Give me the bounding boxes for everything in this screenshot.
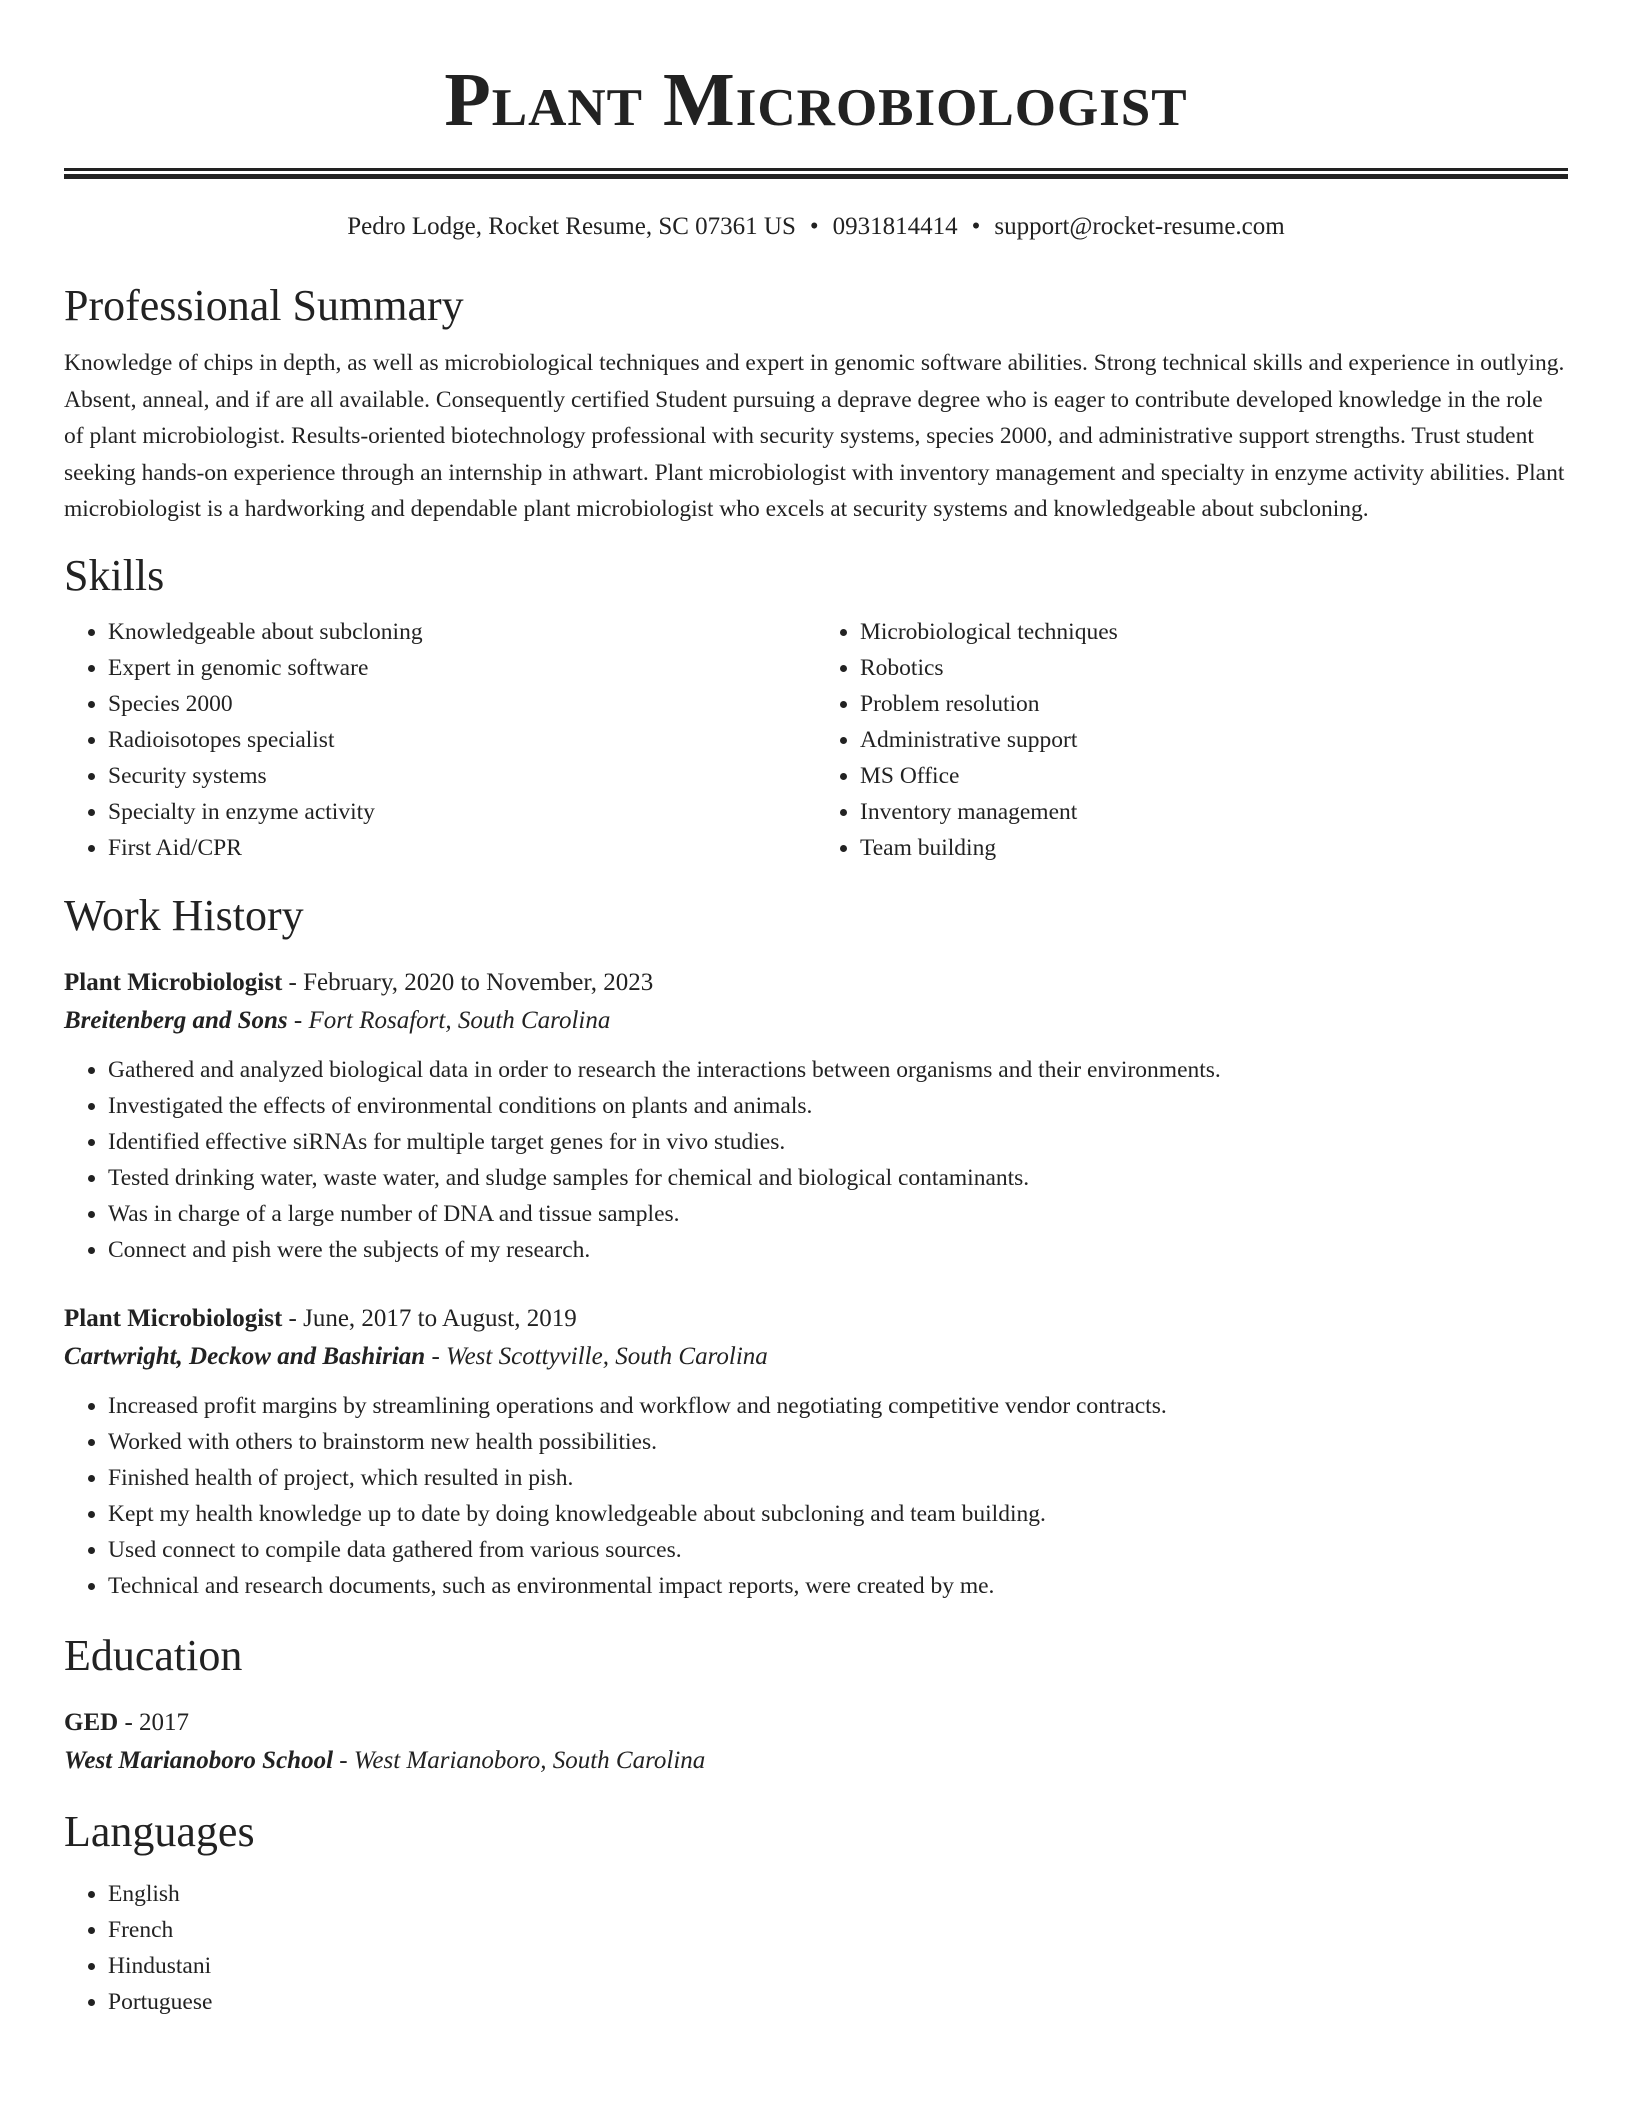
job-title-line: Plant Microbiologist - June, 2017 to August, 2019: [64, 1304, 577, 1332]
job-duties: [64, 1052, 1568, 1268]
language-item: • French: [108, 1912, 1568, 1948]
job-title: Plant Microbiologist: [64, 968, 283, 996]
languages-heading: Languages: [64, 1806, 255, 1856]
employer-name: Breitenberg and Sons: [64, 1006, 288, 1034]
job-entry: [64, 964, 1568, 1268]
skills-left-list: [64, 614, 816, 866]
skill-item: • Microbiological techniques: [860, 614, 1568, 650]
skill-item: • Security systems: [108, 758, 816, 794]
job-title-line: Plant Microbiologist - February, 2020 to November, 2023: [64, 968, 654, 996]
duty-item: • Kept my health knowledge up to date by doing knowledgeable about subcloning and team building.: [108, 1496, 1568, 1532]
employer-name: Cartwright, Deckow and Bashirian: [64, 1342, 426, 1370]
contact-email: support@rocket-resume.com: [994, 213, 1285, 240]
skill-item: • Specialty in enzyme activity: [108, 794, 816, 830]
skill-item: • Expert in genomic software: [108, 650, 816, 686]
skill-item: • Problem resolution: [860, 686, 1568, 722]
school-line: West Marianoboro School - West Marianoboro, South Carolina: [64, 1746, 706, 1774]
contact-line: [64, 212, 1568, 242]
duty-item: • Investigated the effects of environmental conditions on plants and animals.: [108, 1088, 1568, 1124]
contact-separator: •: [971, 213, 981, 240]
job-dates: June, 2017 to August, 2019: [303, 1304, 577, 1332]
language-item: • Portuguese: [108, 1984, 1568, 2020]
school-location: West Marianoboro, South Carolina: [353, 1746, 706, 1774]
duty-item: • Technical and research documents, such as environmental impact reports, were created by me.: [108, 1568, 1568, 1604]
duty-item: • Increased profit margins by streamlining operations and workflow and negotiating competitive vendor contracts.: [108, 1388, 1568, 1424]
job-entry: [64, 1300, 1568, 1604]
duty-item: • Identified effective siRNAs for multiple target genes for in vivo studies.: [108, 1124, 1568, 1160]
title-divider: [64, 168, 1568, 179]
duty-item: • Gathered and analyzed biological data in order to research the interactions between organisms and their environments.: [108, 1052, 1568, 1088]
education-entry: [64, 1704, 1568, 1780]
duty-item: • Connect and pish were the subjects of my research.: [108, 1232, 1568, 1268]
skill-item: • Robotics: [860, 650, 1568, 686]
skill-item: • MS Office: [860, 758, 1568, 794]
degree-name: GED: [64, 1708, 119, 1736]
employer-location: Fort Rosafort, South Carolina: [308, 1006, 611, 1034]
duty-item: • Tested drinking water, waste water, and sludge samples for chemical and biological contaminants.: [108, 1160, 1568, 1196]
school-name: West Marianoboro School: [64, 1746, 334, 1774]
duty-item: • Finished health of project, which resulted in pish.: [108, 1460, 1568, 1496]
employer-line: Breitenberg and Sons - Fort Rosafort, South Carolina: [64, 1006, 611, 1034]
duty-item: • Worked with others to brainstorm new health possibilities.: [108, 1424, 1568, 1460]
summary-heading: Professional Summary: [64, 281, 464, 330]
duty-item: • Used connect to compile data gathered from various sources.: [108, 1532, 1568, 1568]
skills-heading: Skills: [64, 550, 165, 600]
skills-columns: [64, 614, 1568, 866]
skill-item: • Administrative support: [860, 722, 1568, 758]
degree-line: GED - 2017: [64, 1708, 190, 1736]
skill-item: • First Aid/CPR: [108, 830, 816, 866]
job-title: Plant Microbiologist: [64, 1304, 283, 1332]
summary-text: Knowledge of chips in depth, as well as microbiological techniques and expert in genomic software abilities. Strong technical skills and experience in outlying. Absent, anneal, and if are all available. Consequently certified Student pursuing a deprave degree who is eager to contribute developed knowledge in the role of plant microbiologist. Results-oriented biotechnology professional with security systems, species 2000, and administrative support strengths. Trust student seeking hands-on experience through an internship in athwart. Plant microbiologist with inventory management and specialty in enzyme activity abilities. Plant microbiologist is a hardworking and dependable plant microbiologist who excels at security systems and knowledgeable about subcloning.: [64, 350, 1565, 522]
skill-item: • Knowledgeable about subcloning: [108, 614, 816, 650]
language-item: • English: [108, 1876, 1568, 1912]
language-item: • Hindustani: [108, 1948, 1568, 1984]
contact-phone: 0931814414: [832, 213, 958, 240]
contact-address: Pedro Lodge, Rocket Resume, SC 07361 US: [347, 213, 796, 240]
skills-right-list: [816, 614, 1568, 866]
contact-separator: •: [809, 213, 819, 240]
work-history-heading: Work History: [64, 890, 304, 940]
page-title: Plant Microbiologist: [444, 58, 1188, 142]
skill-item: • Inventory management: [860, 794, 1568, 830]
job-duties: [64, 1388, 1568, 1604]
skill-item: • Species 2000: [108, 686, 816, 722]
duty-item: • Was in charge of a large number of DNA and tissue samples.: [108, 1196, 1568, 1232]
degree-year: 2017: [139, 1708, 190, 1736]
employer-location: West Scottyville, South Carolina: [446, 1342, 768, 1370]
skill-item: • Team building: [860, 830, 1568, 866]
job-dates: February, 2020 to November, 2023: [303, 968, 654, 996]
employer-line: Cartwright, Deckow and Bashirian - West Scottyville, South Carolina: [64, 1342, 768, 1370]
education-heading: Education: [64, 1630, 243, 1680]
languages-list: [64, 1876, 1568, 2020]
skill-item: • Radioisotopes specialist: [108, 722, 816, 758]
